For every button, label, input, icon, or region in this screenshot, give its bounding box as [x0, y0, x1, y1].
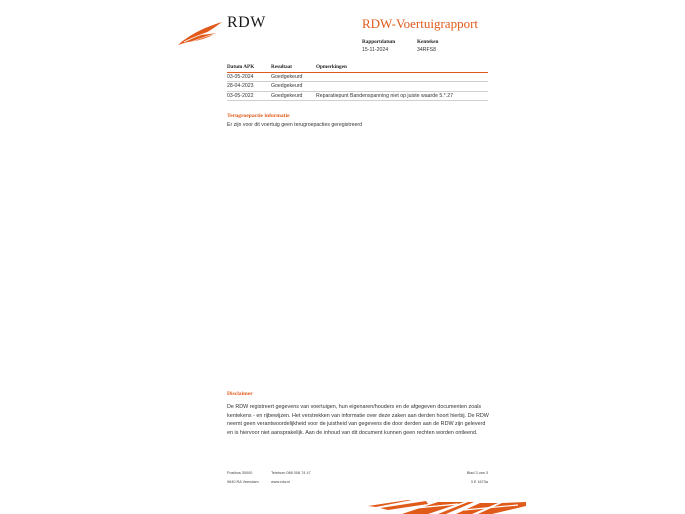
brand-name: RDW: [227, 14, 266, 31]
rdw-logo-icon: [178, 22, 222, 46]
column-header-datum: Datum APK: [227, 64, 255, 70]
footer-website[interactable]: www.rdw.nl: [271, 480, 290, 484]
cell-resultaat: Goedgekeurd: [271, 83, 303, 90]
recall-title: Terugroepactie informatie: [227, 113, 290, 119]
footer-page-number: Blad 3 van 3: [466, 471, 488, 475]
table-row: [227, 82, 488, 91]
recall-text: Er zijn voor dit voertuig geen terugroepacties geregistreerd: [227, 122, 362, 128]
table-row: [227, 92, 488, 101]
cell-datum: 03-05-2022: [227, 92, 254, 99]
cell-resultaat: Goedgekeurd: [271, 74, 303, 80]
cell-datum: 28-04-2023: [227, 83, 254, 90]
column-header-resultaat: Resultaat: [271, 64, 293, 70]
disclaimer-title: Disclaimer: [227, 391, 253, 397]
disclaimer-text: De RDW registreert gegevens van voertuigen, hun eigenaren/houders en de afgegeven documenten zoals kentekens - en rijbewijzen. Het verstrekken van informatie over deze zaken aan derden hoort hierbij. De RDW neemt geen verantwoordelijkheid voor de juistheid van gegevens die door derden aan de RDW zijn geleverd en is hiervoor niet aansprakelijk. Aan de inhoud van dit document kunnen geen rechten worden ontleend.: [227, 404, 489, 437]
footer-document-code: 3 E 1673a: [470, 480, 488, 484]
rapportdatum-value: 15-11-2024: [362, 47, 389, 53]
table-row: [227, 73, 488, 82]
cell-datum: 03-05-2024: [227, 74, 254, 80]
column-header-opmerkingen: Opmerkingen: [316, 64, 347, 70]
footer-telefoon: Telefoon 088 008 74 47: [271, 471, 311, 475]
kenteken-label: Kenteken: [417, 39, 439, 45]
cell-resultaat: Goedgekeurd: [271, 92, 303, 99]
apk-table-header: [227, 64, 488, 73]
rapportdatum-label: Rapportdatum: [362, 39, 396, 45]
apk-table: [227, 64, 488, 101]
footer-postcode: 9640 RA Veendam: [227, 480, 259, 484]
decorative-stripes-icon: [368, 498, 526, 514]
footer-postbus: Postbus 30000: [227, 471, 253, 475]
kenteken-value: 34RFS8: [417, 47, 437, 53]
document-title: RDW-Voertuigrapport: [362, 16, 479, 31]
cell-opmerkingen: Reparatiepunt Bandenspanning niet op juiste waarde 5.*.27: [316, 92, 453, 99]
